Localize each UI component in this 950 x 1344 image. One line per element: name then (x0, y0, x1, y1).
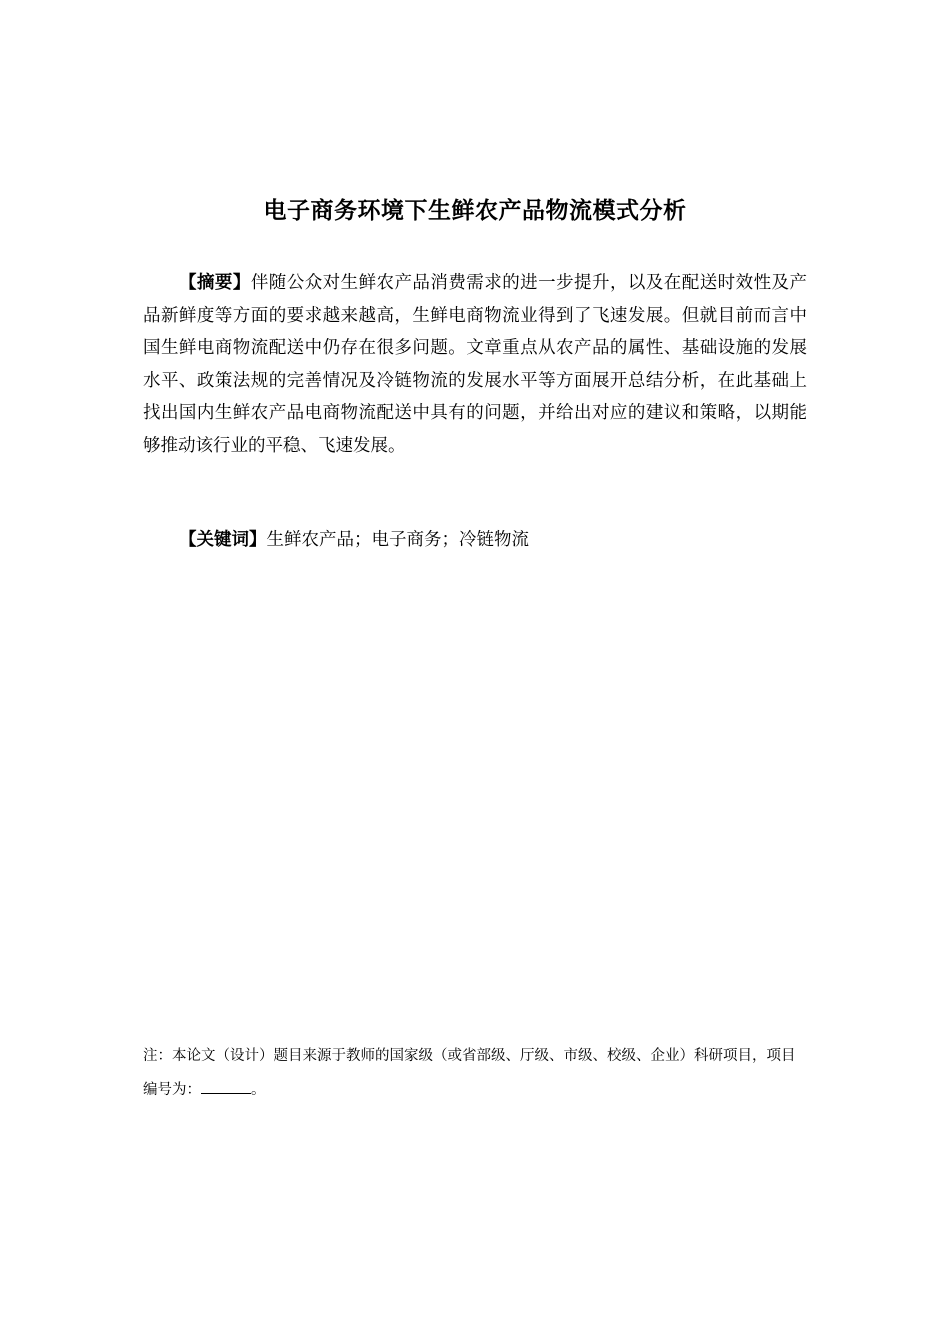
abstract-label: 【摘要】 (179, 273, 251, 293)
keywords-paragraph (143, 524, 807, 556)
abstract-paragraph (143, 267, 807, 463)
document-title: 电子商务环境下生鲜农产品物流模式分析 (263, 198, 687, 224)
footnote-text: 注：本论文（设计）题目来源于教师的国家级（或省部级、厅级、市级、校级、企业）科研项目，项目编号为： (143, 1048, 796, 1098)
footnote (143, 1039, 807, 1107)
keywords-text: 生鲜农产品；电子商务；冷链物流 (266, 530, 529, 550)
keywords-label: 【关键词】 (179, 530, 267, 550)
project-number-blank (201, 1079, 251, 1094)
abstract-text: 伴随公众对生鲜农产品消费需求的进一步提升，以及在配送时效性及产品新鲜度等方面的要求越来越高，生鲜电商物流业得到了飞速发展。但就目前而言中国生鲜电商物流配送中仍存在很多问题。文章重点从农产品的属性、基础设施的发展水平、政策法规的完善情况及冷链物流的发展水平等方面展开总结分析，在此基础上找出国内生鲜农产品电商物流配送中具有的问题，并给出对应的建议和策略，以期能够推动该行业的平稳、飞速发展。 (143, 273, 808, 456)
footnote-suffix: 。 (251, 1082, 266, 1098)
